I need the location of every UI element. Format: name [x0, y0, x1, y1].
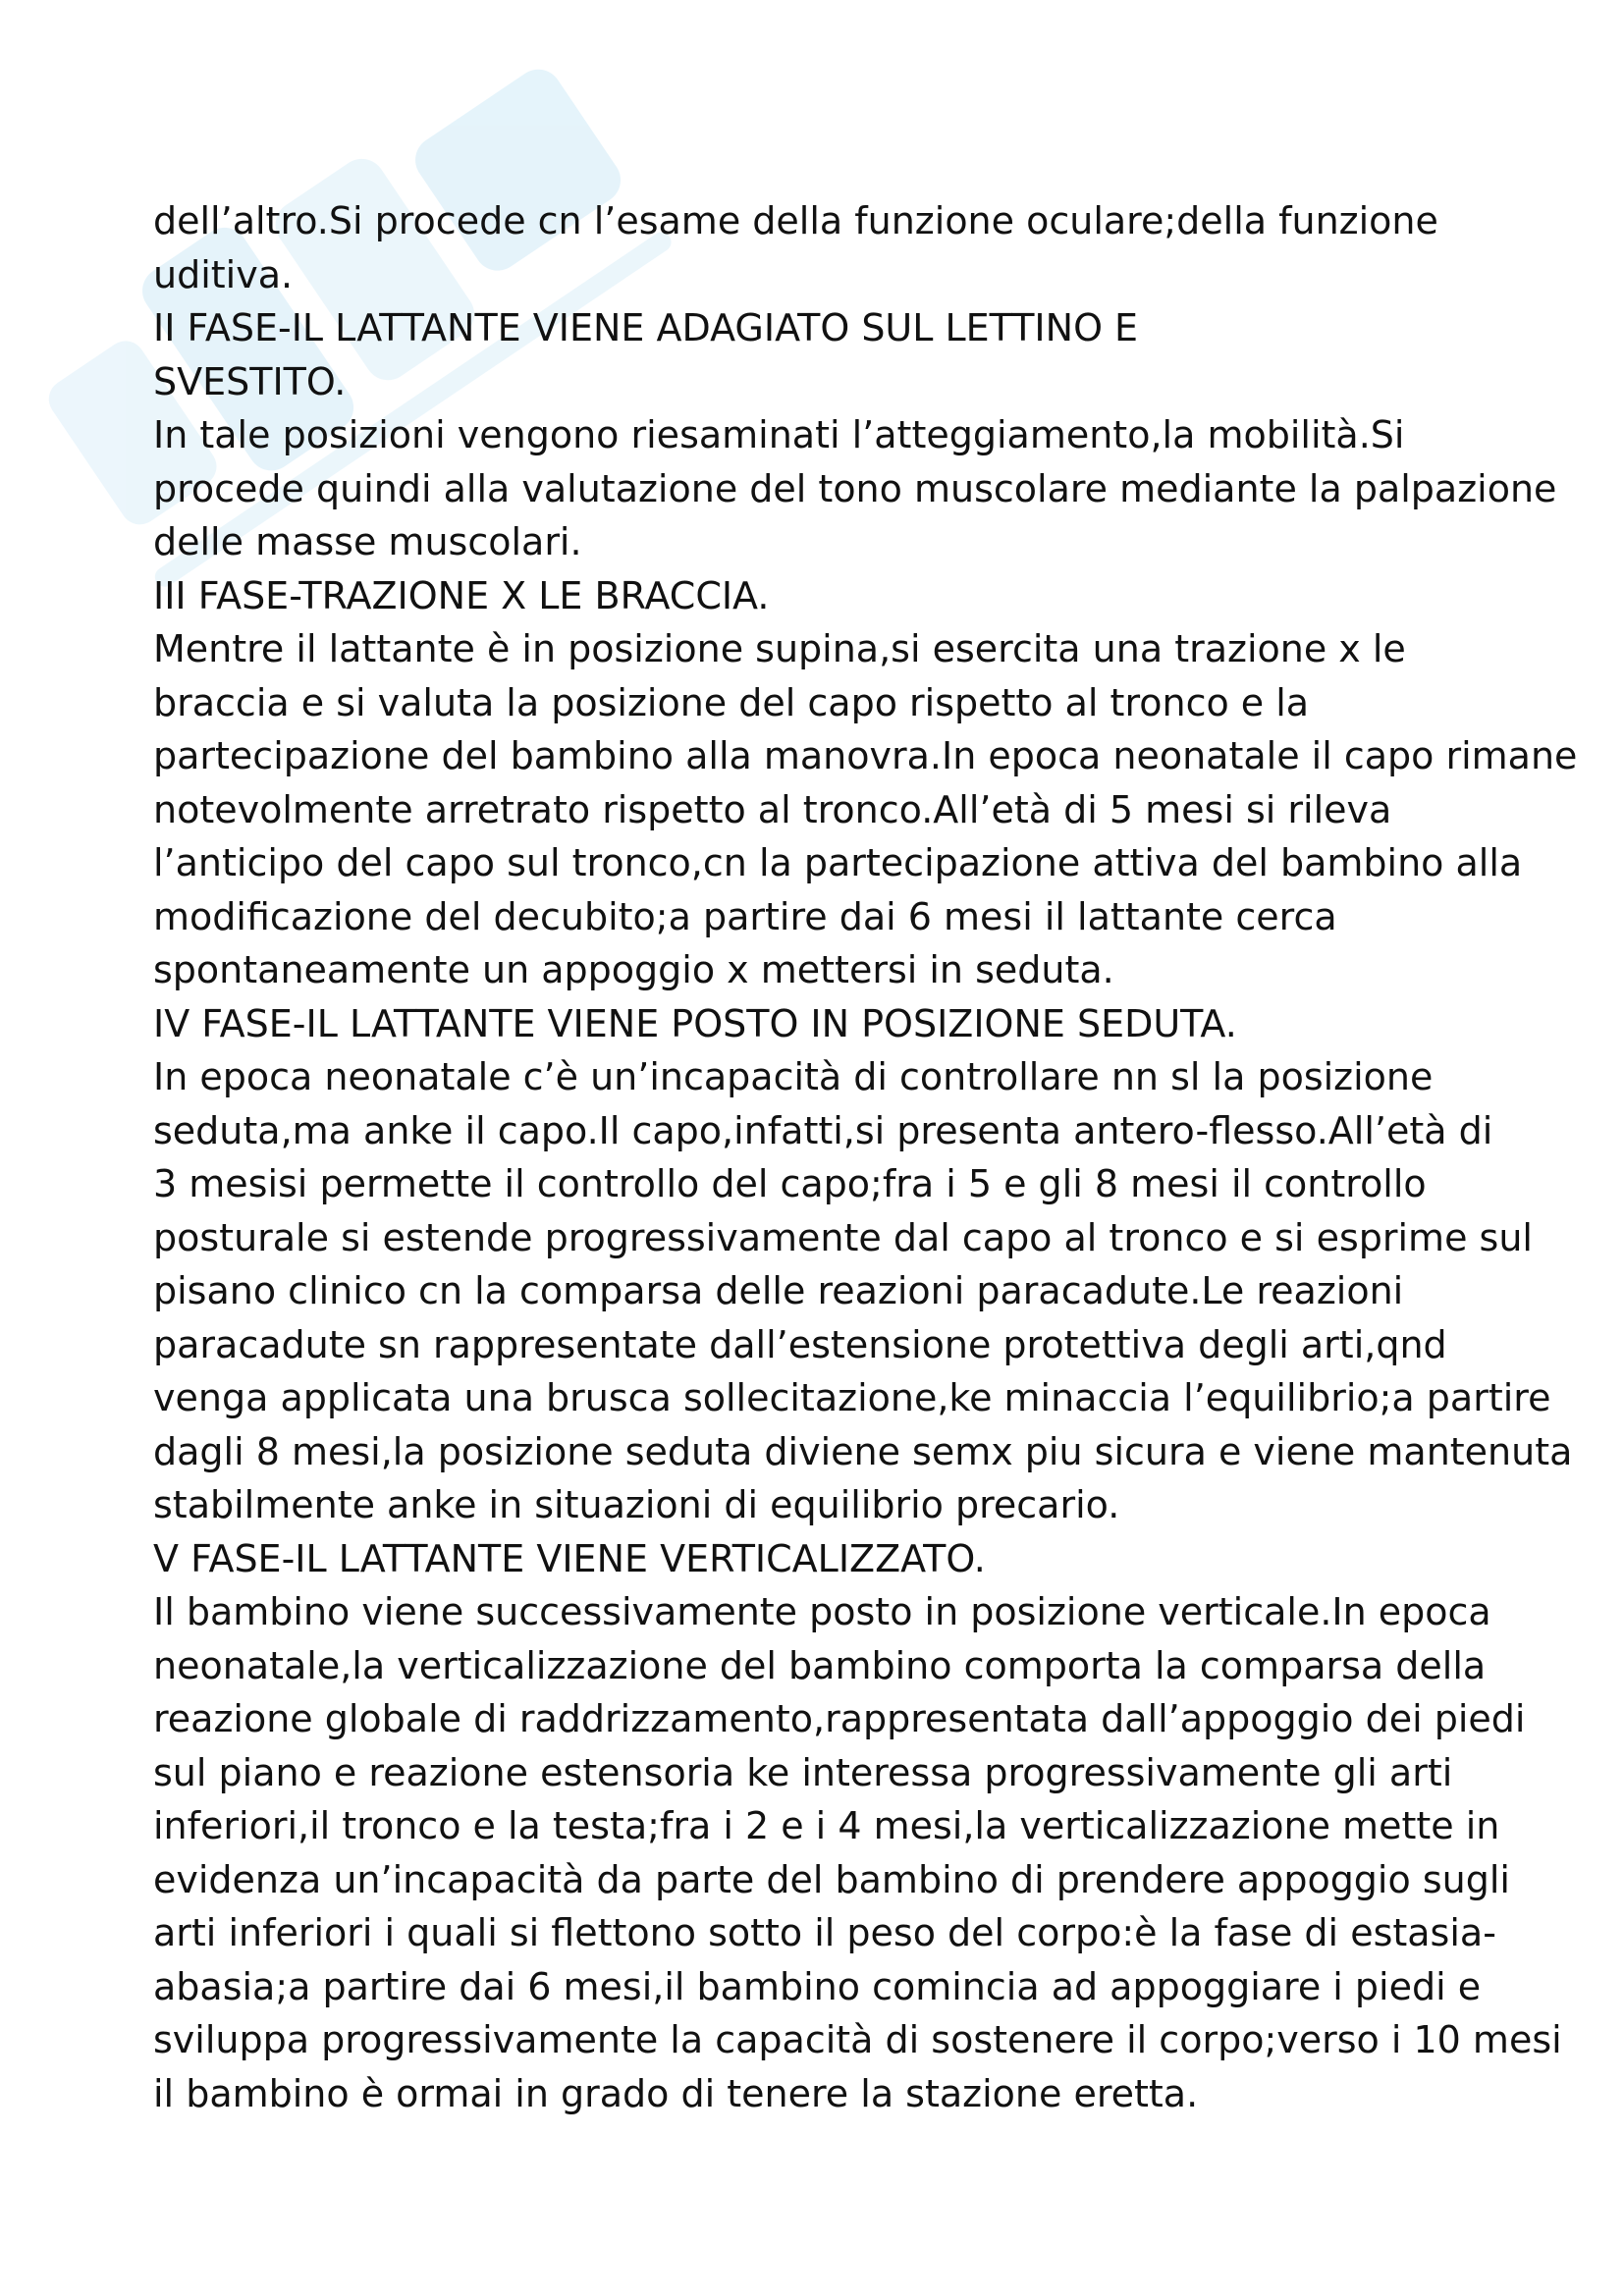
section-heading: SVESTITO. [153, 359, 347, 403]
text-line: abasia;a partire dai 6 mesi,il bambino comincia ad appoggiare i piedi e [153, 1964, 1482, 2008]
text-line: uditiva. [153, 252, 294, 296]
text-line: Il bambino viene successivamente posto in posizione verticale.In epoca [153, 1590, 1491, 1633]
text-line: Mentre il lattante è in posizione supina,si esercita una trazione x le [153, 627, 1406, 670]
document-body [153, 194, 1578, 2120]
section-heading: IV FASE-IL LATTANTE VIENE POSTO IN POSIZIONE SEDUTA. [153, 1001, 1237, 1045]
text-line: reazione globale di raddrizzamento,rappresentata dall’appoggio dei piedi [153, 1697, 1526, 1740]
text-line: procede quindi alla valutazione del tono muscolare mediante la palpazione [153, 466, 1557, 510]
text-line: braccia e si valuta la posizione del capo rispetto al tronco e la [153, 680, 1310, 724]
text-line: spontaneamente un appoggio x mettersi in seduta. [153, 948, 1114, 991]
text-line: seduta,ma anke il capo.Il capo,infatti,si presenta antero-flesso.All’età di [153, 1108, 1493, 1152]
text-line: 3 mesisi permette il controllo del capo;fra i 5 e gli 8 mesi il controllo [153, 1162, 1427, 1205]
text-line: In tale posizioni vengono riesaminati l’atteggiamento,la mobilità.Si [153, 413, 1405, 456]
text-line: posturale si estende progressivamente dal capo al tronco e si esprime sul [153, 1215, 1533, 1259]
text-line: dell’altro.Si procede cn l’esame della funzione oculare;della funzione [153, 199, 1438, 242]
text-line: partecipazione del bambino alla manovra.In epoca neonatale il capo rimane [153, 734, 1578, 777]
text-line: venga applicata una brusca sollecitazione,ke minaccia l’equilibrio;a partire [153, 1376, 1551, 1419]
text-line: inferiori,il tronco e la testa;fra i 2 e i 4 mesi,la verticalizzazione mette in [153, 1804, 1500, 1847]
text-line: sviluppa progressivamente la capacità di sostenere il corpo;verso i 10 mesi [153, 2018, 1562, 2061]
text-line: stabilmente anke in situazioni di equilibrio precario. [153, 1483, 1120, 1526]
text-line: modificazione del decubito;a partire dai 6 mesi il lattante cerca [153, 894, 1337, 938]
text-line: dagli 8 mesi,la posizione seduta diviene semx piu sicura e viene mantenuta [153, 1429, 1573, 1473]
text-line: l’anticipo del capo sul tronco,cn la partecipazione attiva del bambino alla [153, 841, 1523, 884]
section-heading: III FASE-TRAZIONE X LE BRACCIA. [153, 573, 770, 617]
text-line: pisano clinico cn la comparsa delle reazioni paracadute.Le reazioni [153, 1269, 1404, 1312]
text-line: arti inferiori i quali si flettono sotto il peso del corpo:è la fase di estasia- [153, 1911, 1496, 1954]
text-line: paracadute sn rappresentate dall’estensione protettiva degli arti,qnd [153, 1322, 1447, 1366]
text-line: neonatale,la verticalizzazione del bambino comporta la comparsa della [153, 1643, 1487, 1687]
text-line: notevolmente arretrato rispetto al tronco.All’età di 5 mesi si rileva [153, 787, 1392, 831]
section-heading: V FASE-IL LATTANTE VIENE VERTICALIZZATO. [153, 1536, 986, 1580]
text-line: In epoca neonatale c’è un’incapacità di controllare nn sl la posizione [153, 1055, 1434, 1098]
text-line: sul piano e reazione estensoria ke interessa progressivamente gli arti [153, 1750, 1453, 1794]
section-heading: II FASE-IL LATTANTE VIENE ADAGIATO SUL LETTINO E [153, 306, 1139, 349]
text-line: delle masse muscolari. [153, 520, 582, 563]
text-line: evidenza un’incapacità da parte del bambino di prendere appoggio sugli [153, 1857, 1510, 1901]
text-line: il bambino è ormai in grado di tenere la stazione eretta. [153, 2071, 1199, 2115]
